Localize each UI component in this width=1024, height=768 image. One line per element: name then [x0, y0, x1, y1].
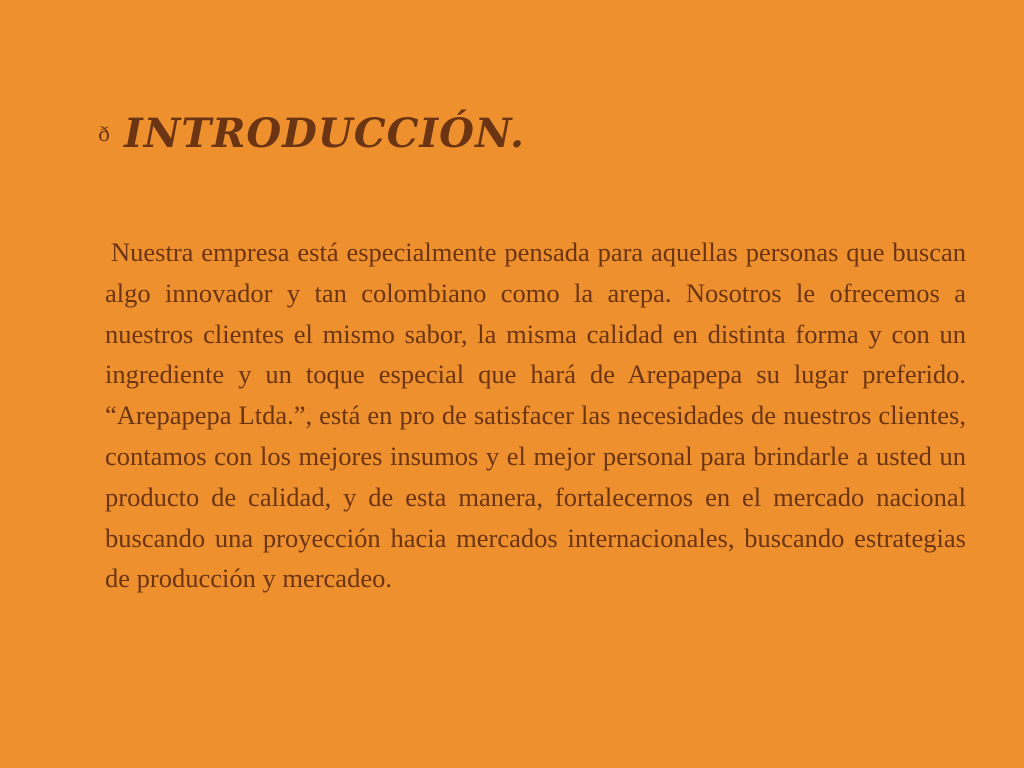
body-paragraph: Nuestra empresa está especialmente pensada para aquellas personas que buscan algo innovador y tan colombiano como la arepa. Nosotros le ofrecemos a nuestros clientes el mismo sabor, la misma calidad en distinta forma y con un ingrediente y un toque especial que hará de Arepapepa su lugar preferido. “Arepapepa Ltda.”, está en pro de satisfacer las necesidades de nuestros clientes, contamos con los mejores insumos y el mejor personal para brindarle a usted un producto de calidad, y de esta manera, fortalecernos en el mercado nacional buscando una proyección hacia mercados internacionales, buscando estrategias de producción y mercadeo.	[105, 237, 966, 594]
bullet-icon: ð	[98, 122, 111, 146]
slide-title: INTRODUCCIÓN.	[124, 110, 525, 157]
title-row	[98, 104, 525, 164]
